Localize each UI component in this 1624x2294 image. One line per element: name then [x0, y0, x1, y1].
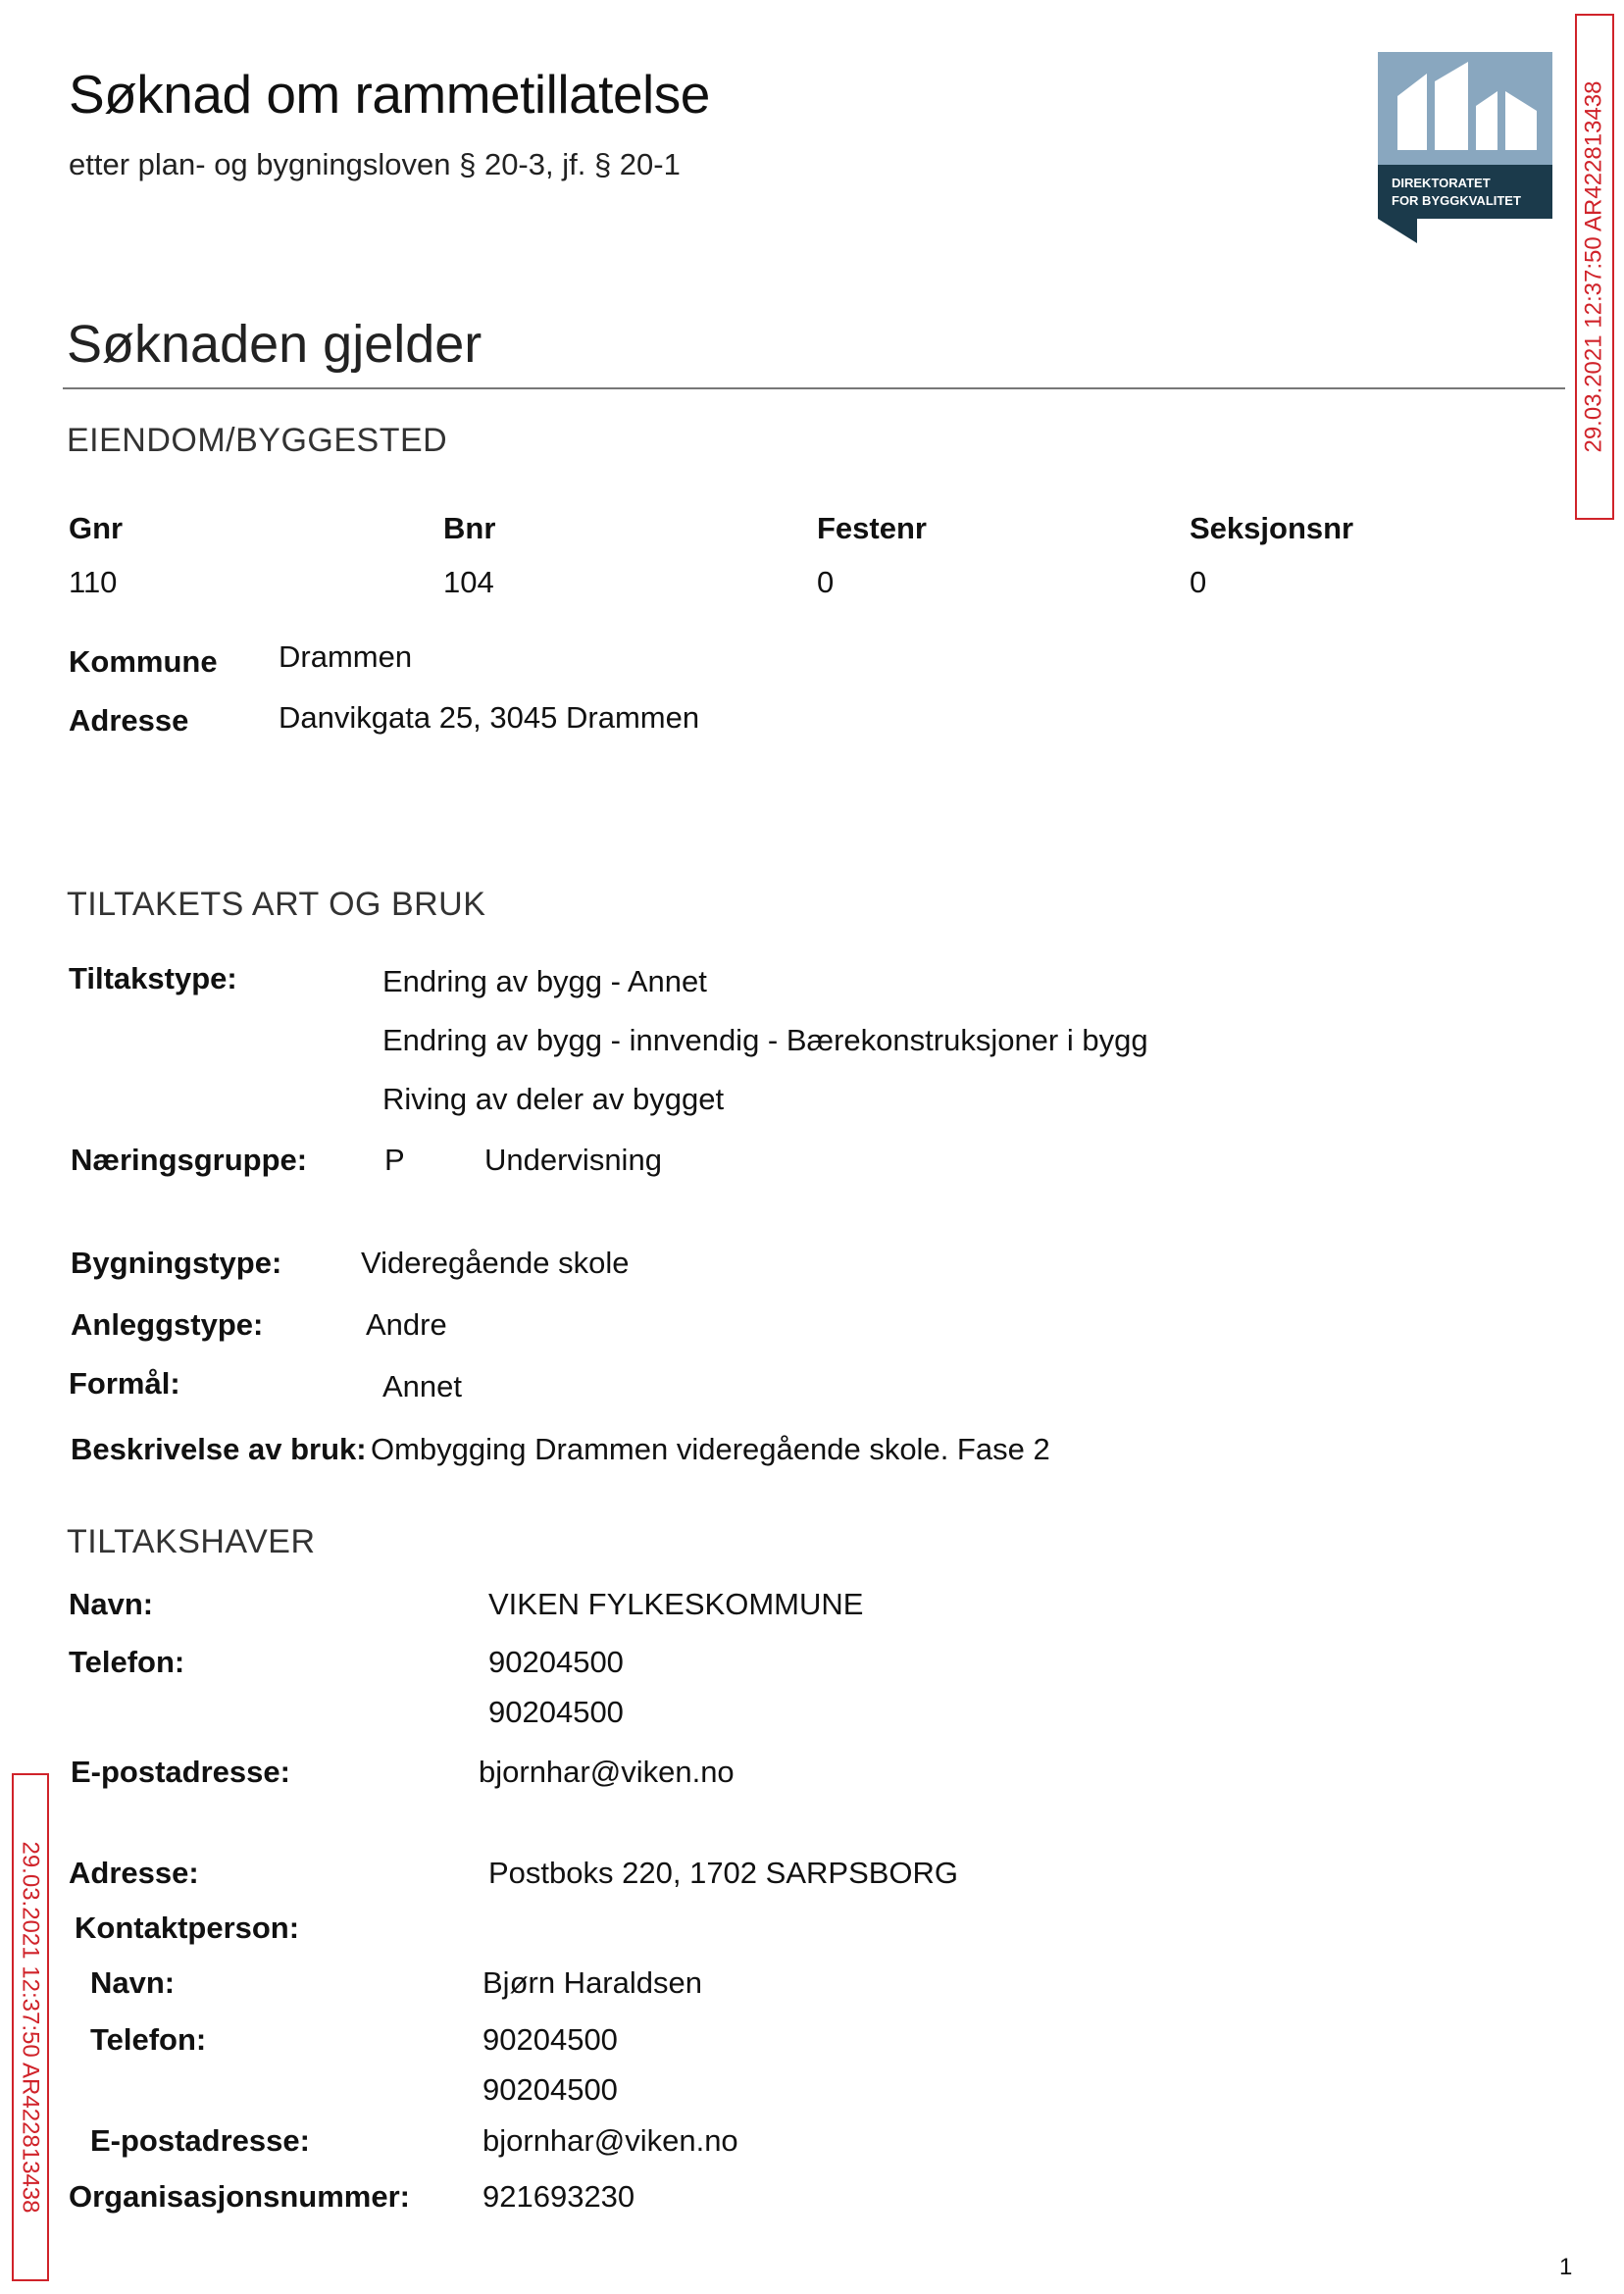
epost-value: bjornhar@viken.no	[479, 1755, 735, 1789]
navn-label: Navn:	[69, 1587, 154, 1621]
anleggstype-label: Anleggstype:	[71, 1307, 264, 1342]
beskrivelse-label: Beskrivelse av bruk:	[71, 1432, 367, 1466]
festenr-value: 0	[817, 565, 835, 599]
section-title: Søknaden gjelder	[67, 315, 482, 374]
epost-label: E-postadresse:	[71, 1755, 290, 1789]
telefon-label: Telefon:	[69, 1645, 185, 1679]
date-stamp-left-text: 29.03.2021 12:37:50 AR422813438	[18, 1841, 44, 2214]
date-stamp-top	[1575, 14, 1614, 520]
adresse-value: Danvikgata 25, 3045 Drammen	[279, 700, 700, 735]
kommune-value: Drammen	[279, 639, 413, 674]
formal-label: Formål:	[69, 1366, 180, 1401]
tiltak-heading: TILTAKETS ART OG BRUK	[67, 886, 486, 923]
formal-value: Annet	[382, 1369, 463, 1403]
seksjonsnr-value: 0	[1190, 565, 1207, 599]
anleggstype-value: Andre	[366, 1307, 447, 1342]
kontakt-telefon-value: 90204500	[482, 2072, 618, 2107]
orgnr-label: Organisasjonsnummer:	[69, 2179, 410, 2214]
kontakt-telefon-label: Telefon:	[90, 2022, 207, 2057]
tiltakstype-item: Riving av deler av bygget	[382, 1082, 725, 1116]
date-stamp-left	[12, 1773, 49, 2281]
section-divider	[63, 387, 1565, 389]
bnr-label: Bnr	[443, 511, 496, 545]
tiltakshaver-adresse-value: Postboks 220, 1702 SARPSBORG	[488, 1856, 959, 1890]
kontaktperson-label: Kontaktperson:	[75, 1911, 300, 1945]
orgnr-value: 921693230	[482, 2179, 635, 2214]
gnr-value: 110	[69, 565, 118, 599]
dibk-logo	[1378, 52, 1552, 243]
naeringsgruppe-label: Næringsgruppe:	[71, 1143, 308, 1177]
kontakt-epost-value: bjornhar@viken.no	[482, 2123, 738, 2158]
document-title: Søknad om rammetillatelse	[69, 64, 710, 125]
bnr-value: 104	[443, 565, 494, 599]
kontakt-navn-value: Bjørn Haraldsen	[482, 1965, 702, 2000]
navn-value: VIKEN FYLKESKOMMUNE	[488, 1587, 864, 1621]
beskrivelse-value: Ombygging Drammen videregående skole. Fase 2	[371, 1432, 1050, 1466]
kontakt-navn-label: Navn:	[90, 1965, 176, 2000]
festenr-label: Festenr	[817, 511, 927, 545]
bygningstype-label: Bygningstype:	[71, 1246, 282, 1280]
eiendom-heading: EIENDOM/BYGGESTED	[67, 422, 448, 459]
gnr-label: Gnr	[69, 511, 124, 545]
tiltakshaver-heading: TILTAKSHAVER	[67, 1523, 316, 1560]
date-stamp-top-text: 29.03.2021 12:37:50 AR422813438	[1581, 80, 1607, 453]
bygningstype-value: Videregående skole	[361, 1246, 630, 1280]
kontakt-epost-label: E-postadresse:	[90, 2123, 310, 2158]
telefon-value: 90204500	[488, 1645, 624, 1679]
telefon-value: 90204500	[488, 1695, 624, 1729]
dibk-logo-mark	[1378, 52, 1552, 243]
naeringsgruppe-value: Undervisning	[484, 1143, 662, 1177]
tiltakstype-item: Endring av bygg - Annet	[382, 964, 707, 998]
tiltakstype-item: Endring av bygg - innvendig - Bærekonstruksjoner i bygg	[382, 1023, 1148, 1057]
kommune-label: Kommune	[69, 644, 218, 679]
tiltakstype-label: Tiltakstype:	[69, 961, 237, 995]
tiltakshaver-adresse-label: Adresse:	[69, 1856, 199, 1890]
kontakt-telefon-value: 90204500	[482, 2022, 618, 2057]
page-number: 1	[1559, 2254, 1573, 2280]
document-subtitle: etter plan- og bygningsloven § 20-3, jf. § 20-1	[69, 147, 681, 181]
naeringsgruppe-code: P	[384, 1143, 405, 1177]
seksjonsnr-label: Seksjonsnr	[1190, 511, 1354, 545]
adresse-label: Adresse	[69, 703, 189, 738]
logo-line2: FOR BYGGKVALITET	[1392, 193, 1521, 208]
logo-line1: DIREKTORATET	[1392, 176, 1491, 190]
